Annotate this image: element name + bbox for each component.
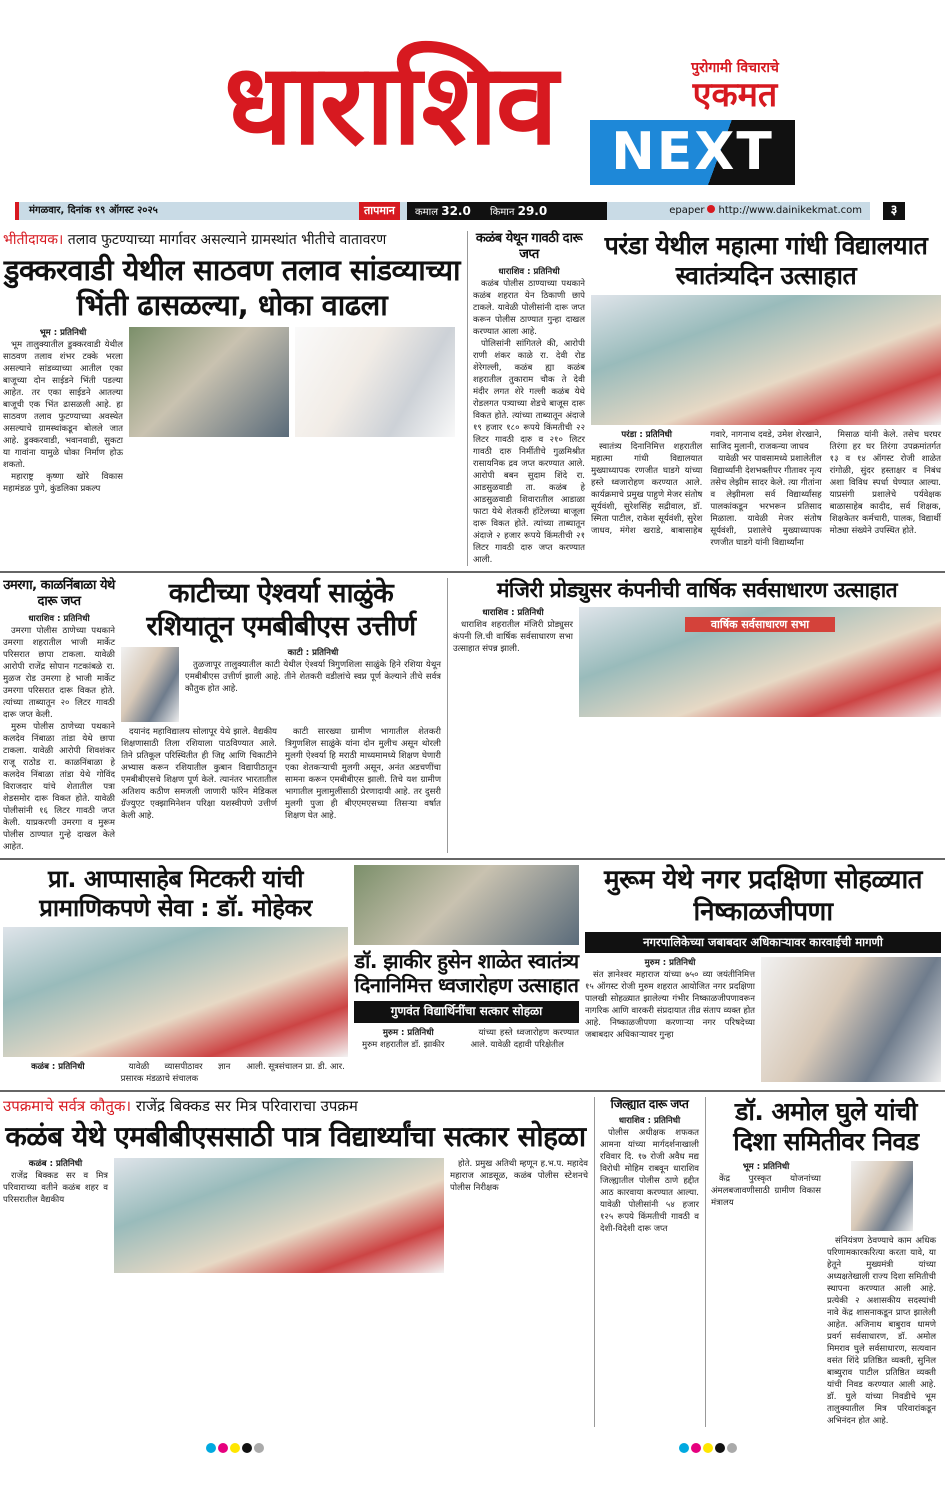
a3-para: यावेळी भर पावसामध्ये प्रशालेतील विद्यार्थ्यांनी देशभक्तीपर गीतावर नृत्य तसेच लेझीम सादर केले. त्या गीतांना व लेझीमला सर्व विद्यार्थ्यांसह पालकांकडून भरभरून प्रतिसाद मिळाला. यावेळी मेजर संतोष सूर्यवंशी, प्रशालेचे मुख्याध्यापक रणजीत घाडगे यांनी विद्यार्थ्यांना	[710, 454, 822, 548]
a3-headline: परंडा येथील महात्मा गांधी विद्यालयात स्वातंत्र्यदिन उत्साहात	[604, 231, 928, 290]
a5-para: दयानंद महाविद्यालय सोलापूर येथे झाले. वैद्यकीय शिक्षणासाठी तिला रशियाला पाठविण्यात आले. तिने प्रतिकूल परिस्थितीत ही जिद्द आणि चिकाटीने अभ्यास करून रशियातील कुबान विद्यापीठातून एमबीबीएसचे शिक्षण पूर्ण केले. त्यानंतर भारतातील अतिशय कठीण समजली जाणारी फॉरेन मेडिकल ग्रॅज्युएट एक्झामिनेशन परिक्षा यशस्वीपणे उत्तीर्ण केली आहे.	[121, 726, 277, 821]
a8-photo-flag	[354, 865, 579, 945]
a1-text-area	[295, 327, 455, 437]
a1-headline: डुक्करवाडी येथील साठवण तलाव सांडव्याच्या भिंती ढासळल्या, धोका वाढला	[3, 253, 461, 322]
page-number: ३	[883, 202, 905, 220]
a12-side	[827, 1161, 936, 1427]
a10-body	[3, 1158, 108, 1206]
a7-dateline: कळंब : प्रतिनिधी	[31, 1061, 85, 1072]
a3-dateline: परंडा : प्रतिनिधी	[621, 430, 672, 440]
a10-photo-felicitation	[114, 1158, 444, 1273]
a8-dateline: मुरुम : प्रतिनिधी	[382, 1027, 434, 1038]
temperature-label: तापमान	[359, 202, 400, 220]
issue-date: मंगळवार, दिनांक १९ ऑगस्ट २०२५	[29, 205, 158, 216]
a3-photo-students	[591, 295, 941, 425]
kicker-text: तलाव फुटण्याच्या मार्गावर असल्याने ग्रामस्थांत भीतीचे वातावरण	[67, 232, 387, 248]
section-1	[0, 226, 945, 573]
a7-headline: प्रा. आप्पासाहेब मिटकरी यांची प्रामाणिकपणे सेवा : डॉ. मोहेकर	[39, 865, 312, 923]
a6-headline: मंजिरी प्रोड्युसर कंपनीची वार्षिक सर्वसाधारण उत्साहात	[496, 578, 898, 603]
tagline: पुरोगामी विचाराचे	[691, 60, 779, 76]
masthead-logo: धाराशिव	[223, 40, 557, 170]
a5-dateline: काटी : प्रतिनिधी	[287, 647, 339, 658]
section-3	[0, 860, 945, 1092]
a2-article	[467, 231, 585, 566]
a2-para: कळंब पोलीस ठाण्याच्या पथकाने कळंब शहरात येन ठिकाणी छापे टाकले. यावेळी पोलीसांनी दारू जप्त करून पोलीस ठाण्यात गुन्हा दाखल करण्यात आला आहे.	[473, 279, 585, 338]
a2-dateline: धाराशिव : प्रतिनिधी	[498, 267, 560, 278]
a12-portrait	[851, 1161, 913, 1231]
a4-para: उमरगा पोलीस ठाणेच्या पथकाने उमरगा शहरातील भाजी मार्केट परिसरात छापा टाकला. यावेळी आरोपी राजेंद्र सोपान गटकांबळे रा. मुळज रोड उमरगा हे भाजी मार्केट उमरगा परिसरात दारू विकत होते. त्यांच्या ताब्यातून २० लिटर गावठी दारू जप्त केली.	[3, 626, 115, 721]
a8-para: यांच्या हस्ते ध्वजारोहण करण्यात आले. यावेळी दहावी परिक्षेतील	[470, 1027, 579, 1050]
a12-para: केंद्र पुरस्कृत योजनांच्या अंमलबजावणीसाठी ग्रामीण विकास मंत्रालय	[711, 1173, 821, 1208]
date-bar	[15, 202, 870, 220]
a4-article	[3, 578, 115, 853]
a9-dateline: मुरुम : प्रतिनिधी	[644, 957, 696, 968]
a3-para: मिसाळ यांनी केले. तसेच घरघर तिरंगा हर घर तिरंगा उपक्रमांतर्गत १३ व १४ ऑगस्ट रोजी शाळेत रांगोळी, सुंदर हस्ताक्षर व निबंध अशा विविध स्पर्धा घेण्यात आल्या. याप्रसंगी प्रशालेचे पर्यवेक्षक बाळासाहेब कादीद, सर्व शिक्षक, शिक्षकेतर कर्मचारी, पालक, विद्यार्थी मोठ्या संख्येने उपस्थित होते.	[829, 430, 941, 536]
a2-headline: कळंब येथून गावठी दारू जप्त	[475, 231, 583, 262]
a7-article	[3, 865, 348, 1085]
a8-article	[354, 865, 579, 1085]
a10-dateline: कळंब : प्रतिनिधी	[28, 1159, 83, 1170]
a6-photo-meeting	[579, 607, 941, 717]
a9-headline: मुरूम येथे नगर प्रदक्षिणा सोहळ्यात निष्काळजीपणा	[604, 865, 922, 927]
registration-marks	[206, 1438, 266, 1457]
a7-photo-felicitation	[3, 927, 348, 1057]
a11-article	[594, 1097, 699, 1427]
min-temp: 29.0	[517, 204, 548, 218]
a6-body	[453, 607, 573, 655]
a11-headline: जिल्ह्यात दारू जप्त	[610, 1096, 689, 1111]
meeting-banner: वार्षिक सर्वसाधारण सभा	[685, 617, 835, 632]
min-label: किमान	[490, 207, 515, 218]
website-url[interactable]: http://www.dainikekmat.com	[718, 205, 862, 216]
a10-kicker	[3, 1097, 588, 1117]
a7-body	[3, 1061, 348, 1085]
epaper-label: epaper	[669, 205, 705, 216]
a8-headline: डॉ. झाकीर हुसेन शाळेत स्वातंत्र्य दिनानिमित्त ध्वजारोहण उत्साहात	[354, 949, 579, 998]
a8-para: मुरुम शहरातील डॉ. झाकीर	[362, 1039, 445, 1050]
kicker-red: उपक्रमाचे सर्वत्र कौतुक।	[3, 1096, 132, 1115]
a9-body	[585, 957, 755, 1041]
kicker-text: राजेंद्र बिक्कड सर मित्र परिवाराचा उपक्रम	[135, 1096, 358, 1115]
a9-photo-memorandum	[761, 957, 941, 1082]
max-label: कमाल	[415, 207, 439, 218]
a1-photo-dam	[129, 327, 289, 437]
a1-kicker	[3, 231, 461, 249]
a8-body	[354, 1027, 579, 1051]
a3-article	[591, 231, 941, 566]
a4-para: मुरुम पोलीस ठाणेच्या पथकाने कलदेव निंबाळा तांडा येथे छापा टाकला. यावेळी आरोपी शिवशंकर राजू राठोड रा. काळनिंबाळा हे कलदेव निंबाळा तांडा येथे गोविंद विराजदार यांचे शेतातील पत्रा शेडसमोर दारू विकत होते. यावेळी पोलीसांनी १६ लिटर गावठी जप्त केली. याप्रकरणी उमरगा व मुरूम पोलीस ठाण्यात गुन्हे दाखल केले आहेत.	[3, 722, 115, 853]
a11-para: पोलीस अधीक्षक शफकत आमना यांच्या मार्गदर्शनाखाली रविवार दि. १७ रोजी अवैध मद्य विरोधी मोहिम राबवून धाराशिव जिल्ह्यातील पोलीस ठाणे हद्दीत आठ कारवाया करण्यात आल्या. यावेळी पोलीसांनी ५४ हजार १२५ रूपये किंमतीची गावठी व देशी-विदेशी दारू जप्त	[600, 1128, 699, 1235]
a10-article	[3, 1097, 588, 1427]
epaper-link[interactable]	[669, 202, 862, 220]
a5-para: तुळजापूर तालुक्यातील काटी येथील ऐश्वर्या त्रिगुणशिला साळुंके हिने रशिया येथून एमबीबीएस उत्तीर्ण झाली आहे. तीने शेतकरी वडीलांचे स्वप्न पूर्ण केल्याने तीचे सर्वत्र कौतुक होत आहे.	[185, 659, 441, 694]
a5-para: काटी सारख्या ग्रामीण भागातील शेतकरी त्रिगुणशिल साळुंके यांना दोन मुलीच असून थोरली मुलगी ऐश्वर्या हि मराठी माध्यमामध्ये शिक्षण घेणारी एका शेतकऱ्याची मुलगी असून, अनंत अडचणींचा सामना करून एमबीबीएस झाली. तिचे यश ग्रामीण भागातील मुलामुलींसाठी प्रेरणादायी आहे. तर दुसरी मुलगी पुजा ही बीएएमएसच्या तिसऱ्या वर्षात शिक्षण घेत आहे.	[285, 726, 441, 821]
temperature-box	[407, 202, 607, 220]
a6-para: धाराशिव शहरातील मंजिरी प्रोड्युसर कंपनी लि.ची वार्षिक सर्वसाधारण सभा उत्साहात संपन्न झाली.	[453, 620, 573, 655]
globe-icon	[707, 205, 715, 213]
a1-body	[3, 327, 123, 495]
next-logo: NEXT	[590, 120, 795, 185]
a5-intro	[185, 647, 441, 695]
registration-marks-row	[0, 1432, 945, 1463]
a9-banner: नगरपालिकेच्या जबाबदार अधिकाऱ्यावर कारवाईची मागणी	[585, 932, 941, 953]
a8-banner: गुणवंत विद्यार्थिनींचा सत्कार सोहळा	[354, 1001, 579, 1023]
a5-headline: काटीच्या ऐश्वर्या साळुंके रशियातून एमबीबीएस उत्तीर्ण	[146, 578, 416, 642]
a5-article	[121, 578, 441, 853]
a5-portrait	[121, 647, 179, 722]
a12-body-2	[827, 1235, 936, 1427]
a12-headline: डॉ. अमोल घुले यांची दिशा समितीवर निवड	[733, 1096, 919, 1156]
a10-headline: कळंब येथे एमबीबीएससाठी पात्र विद्यार्थ्यांचा सत्कार सोहळा	[5, 1120, 586, 1154]
a6-dateline: धाराशिव : प्रतिनिधी	[482, 608, 544, 619]
a11-dateline: धाराशिव : प्रतिनिधी	[618, 1116, 681, 1127]
a10-para: राजेंद्र बिक्कड सर व मित्र परिवाराच्या वतीने कळंब शहर व परिसरातील वैद्यकीय	[3, 1171, 108, 1206]
a12-para: संनियंत्रण ठेवण्याचे काम अधिक परिणामकारकरित्या करता यावे, या हेतूने मुख्यमंत्री यांच्या अध्यक्षतेखाली राज्य दिशा समितीची स्थापना करण्यात आली आहे. प्रत्येकी २ अशासकीय सदस्यांची नावे केंद्र शासनाकडून प्राप्त झालेली आहेत. अजिनाथ बाबुराव धामणे प्रवर्ग सर्वसाधारण, डॉ. अमोल मिमराव घुले सर्वसाधारण, सत्यवान वसंत शिंदे प्रतिष्ठित व्यक्ती, सुनिल बाब्युराव पाटील प्रतिष्ठित व्यक्ती यांची निवड करण्यात आली आहे. डॉ. घुले यांच्या निवडीचे भूम तालुक्यातील मित्र परिवारांकडून अभिनंदन होत आहे.	[827, 1235, 936, 1426]
brand-name: एकमत	[692, 75, 778, 115]
registration-marks	[679, 1438, 739, 1457]
a7-para: आली. सूत्रसंचालन प्रा. डी. आर.	[246, 1061, 345, 1072]
a7-para: यावेळी व्यासपीठावर ज्ञान प्रसारक मंडळाचे संचालक	[120, 1061, 231, 1084]
a4-dateline: धाराशिव : प्रतिनिधी	[28, 614, 90, 625]
a2-para: पोलिसांनी सांगितले की, आरोपी राणी शंकर काळे रा. देवी रोड शेरेगल्ली, कळंब ह्या कळंब शहरातील तुकाराम चौक ते देवी मंदीर लगत शेरे गल्ली कळंब येथे रोडलगत पत्र्याच्या शेडचे बाजूस दारू विकत होते. त्यांच्या ताब्यातून अंदाजे १९ हजार १८० रूपये किंमतीची २२ लिटर गावठी दारु व २१० लिटर गावठी दारु निर्मीतीचे गुळमिश्रीत रासायनिक द्रव जप्त करण्यात आले. आरोपी बबन सुदाम शिंदे रा. आडसुळवाडी ता. कळंब हे आडसुळवाडी शिवारातील आडाळा फाटा येथे शेतकरी हॉटेलच्या बाजूला दारू विकत होते. त्यांच्या ताब्यातून अंदाजे २ हजार रूपये किंमतीची २१ लिटर गावठी दारु जप्त करण्यात आली.	[473, 339, 585, 566]
a1-article	[3, 231, 461, 566]
a3-body	[591, 429, 941, 549]
section-2	[0, 573, 945, 860]
a1-dateline: भूम : प्रतिनिधी	[39, 327, 87, 338]
a9-para: संत ज्ञानेश्वर महाराज यांच्या ७५० व्या जयंतीनिमित्त १५ ऑगस्ट रोजी मुरुम शहरात आयोजित नगर प्रदक्षिणा पालखी सोहळ्यात झालेल्या गंभीर निष्काळजीपणावरून नागरिक आणि वारकरी संप्रदायात तीव्र संताप व्यक्त होत आहे. निष्काळजीपणा करणाऱ्या नगर परिषदेच्या जबाबदार अधिकाऱ्यावर गुन्हा	[585, 969, 755, 1040]
a4-headline: उमरगा, काळनिंबाळा येथे दारू जप्त	[3, 578, 115, 609]
a10-body-2	[450, 1158, 588, 1194]
kicker-red: भीतीदायक।	[3, 232, 64, 248]
a3-para: स्वातंत्र्य दिनानिमित्त शहरातील महात्मा गांधी विद्यालयात मुख्याध्यापक रणजीत घाडगे यांच्या हस्ते ध्वजारोहण करण्यात आले. कार्यक्रमाचे प्रमुख पाहुणे मेजर संतोष सूर्यवंशी, सुरेशसिंह सद्रीवाल, डॉ. स्मिता पाटील, राकेश सूर्यवंशी, सुरेश जाधव, मंगेश खराडे, बाबासाहेब गवारे, नागनाथ दवडे, उमेश शेरखाने, साजिद मुलानी, राजकन्या जाधव	[591, 430, 822, 536]
a5-body	[121, 726, 441, 822]
a12-dateline: भूम : प्रतिनिधी	[742, 1161, 790, 1172]
max-temp: 32.0	[441, 204, 471, 218]
a12-article	[705, 1097, 941, 1427]
news-page	[0, 226, 945, 1463]
tagline-block	[670, 58, 800, 113]
a1-para: महाराष्ट्र कृष्णा खोरे विकास महामंडळ पुणे, कुंडलिका प्रकल्प	[3, 471, 123, 494]
a6-article	[447, 578, 941, 853]
a1-para: भूम तालुक्यातील डुक्करवाडी येथील साठवण तलाव शंभर टक्के भरला असल्याने सांडव्याच्या आतील एका बाजूच्या दोन साईडने भिंती पडल्या आहेत. तर एका साईडने आतल्या बाजूची एक भिंत ढासळली आहे. हा साठवण तलाव फुटण्याच्या अवस्थेत असल्याचे ग्रामस्थांकडून बोलले जात आहे. डुक्करवाडी, भवानवाडी, सुकटा या गावांना यामुळे धोका निर्माण होऊ शकतो.	[3, 339, 123, 470]
section-4	[0, 1092, 945, 1432]
a10-para: होते. प्रमुख अतिथी म्हणून ह.भ.प. महादेव महाराज आडसूळ, कळंब पोलीस स्टेशनचे पोलीस निरीक्षक	[450, 1159, 588, 1194]
a12-body	[711, 1161, 821, 1209]
a9-article	[585, 865, 941, 1085]
